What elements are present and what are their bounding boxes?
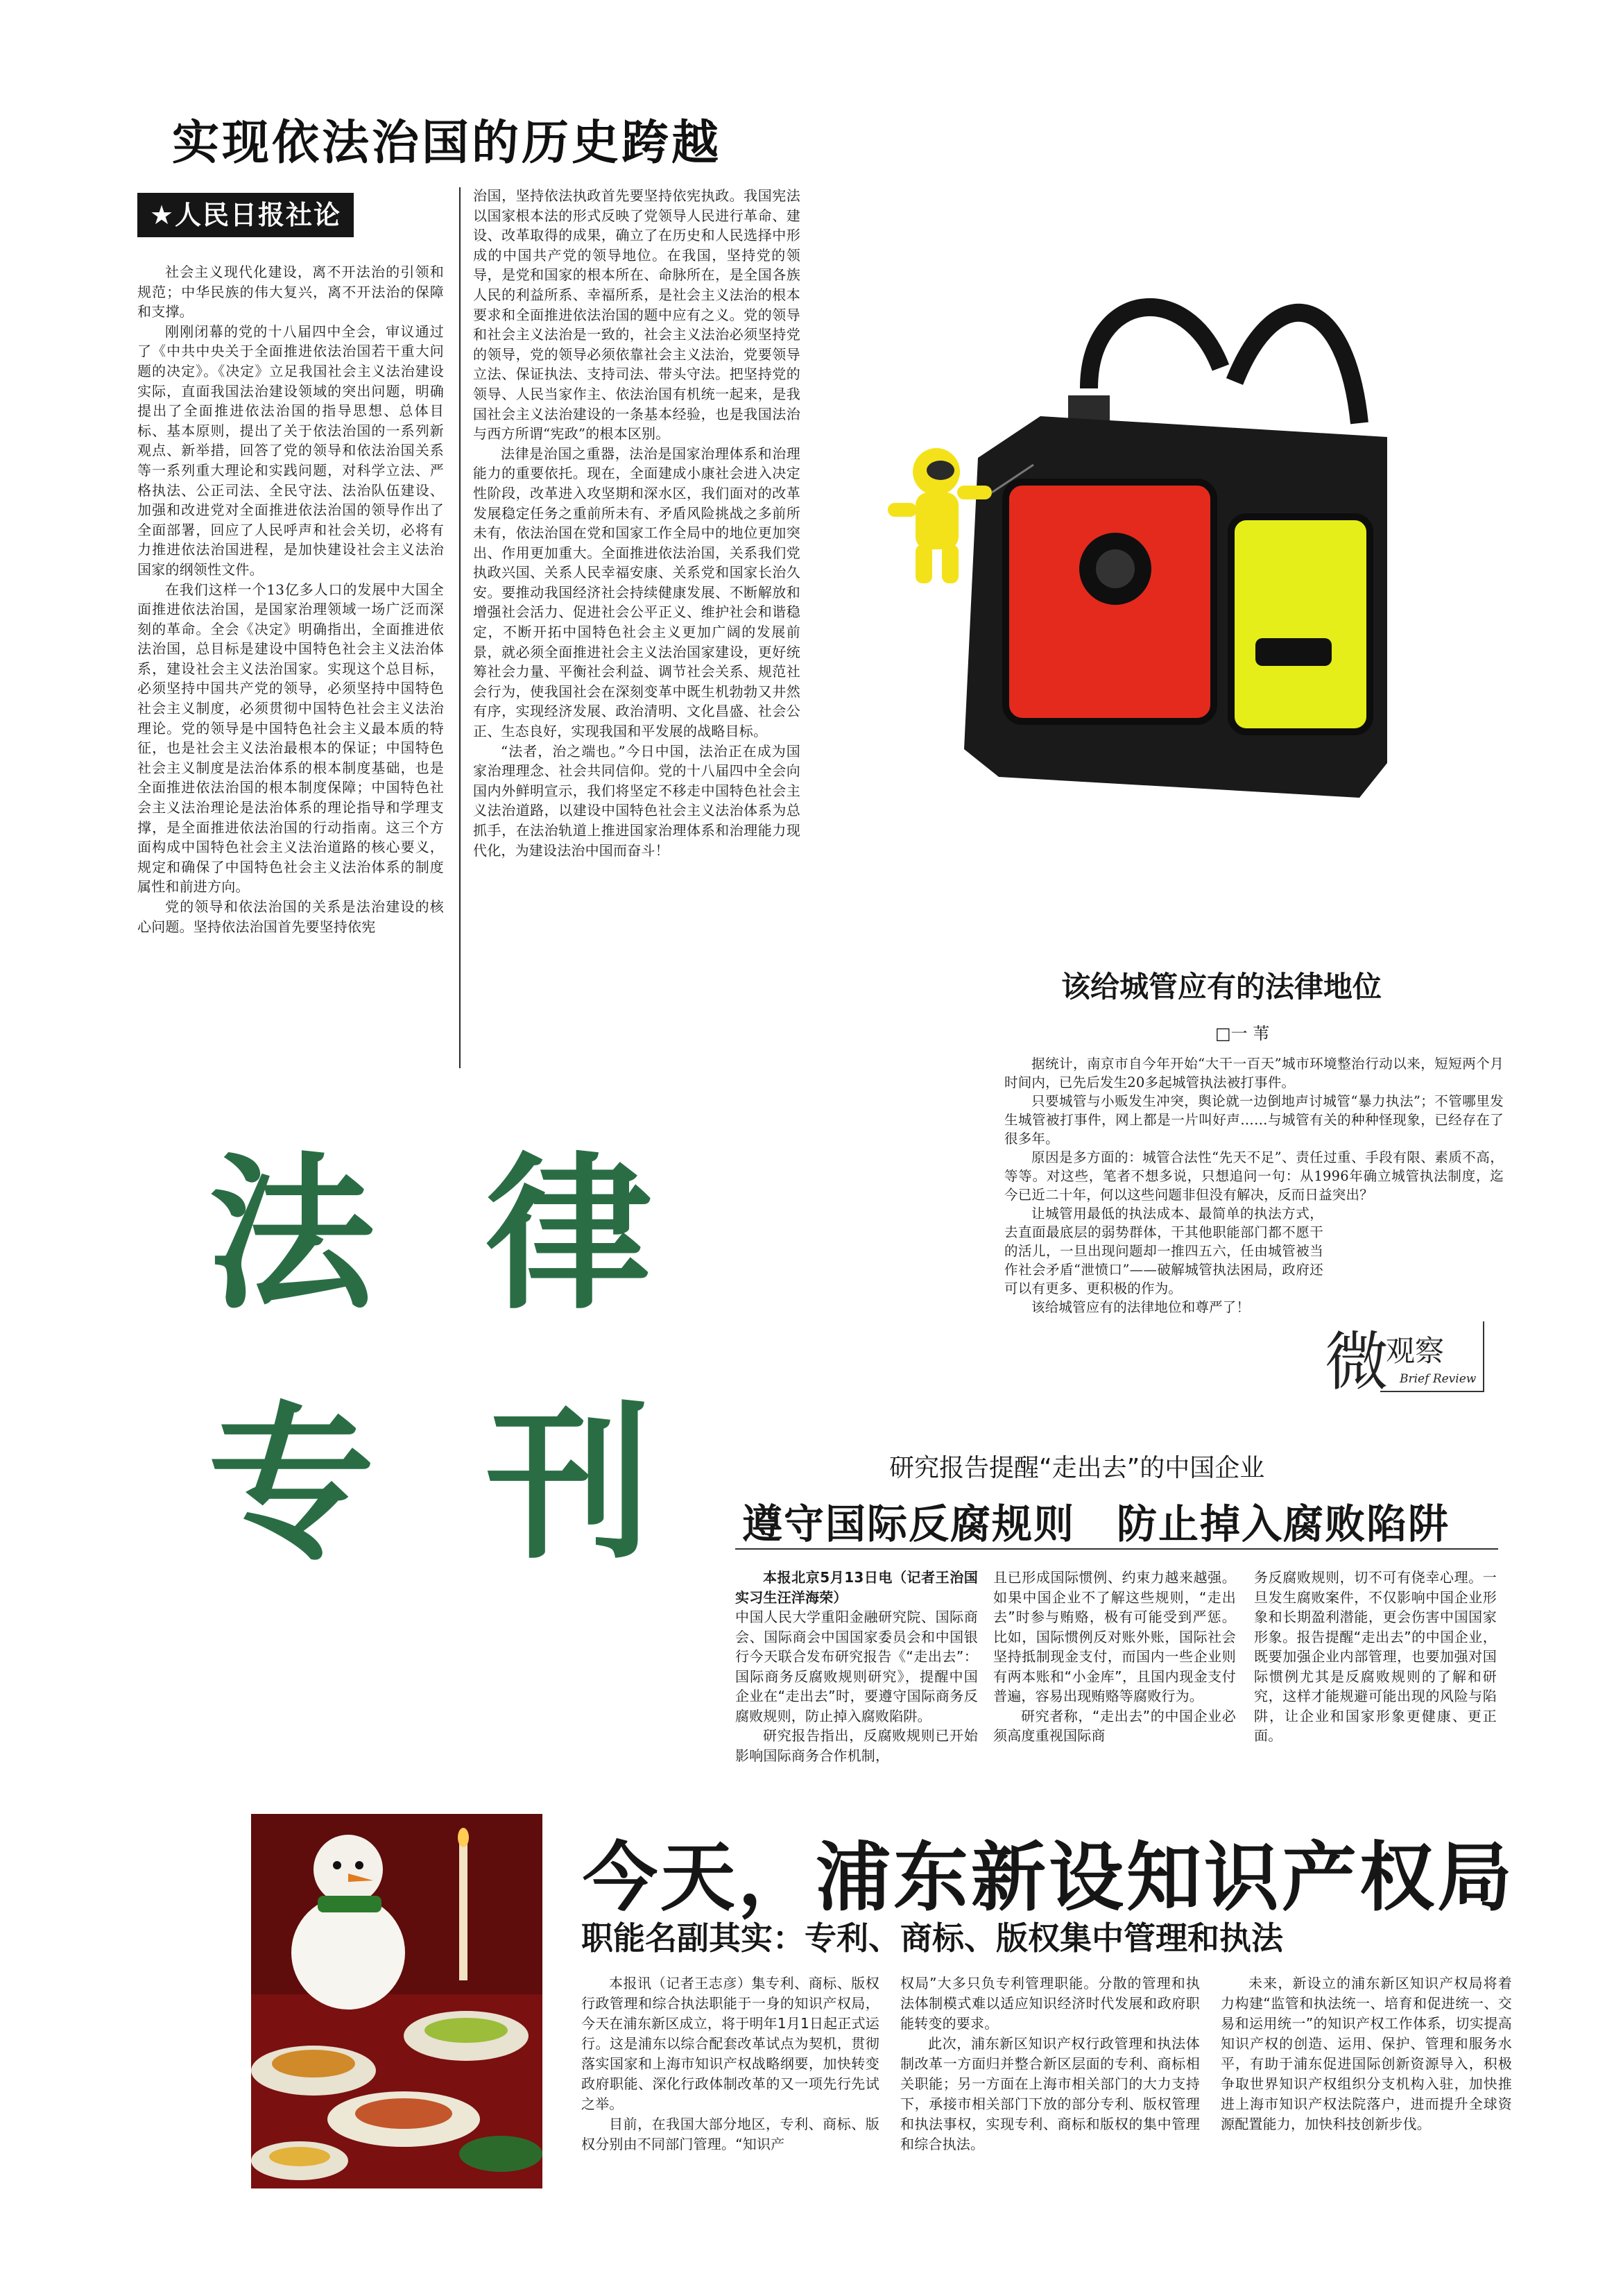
paragraph: 让城管用最低的执法成本、最简单的执法方式，去直面最底层的弱势群体，干其他职能部门都不愿干的活儿，一旦出现问题却一推四五六，任由城管被当作社会矛盾“泄愤口”——破解城管执法困局，政府还可以有更多、更积极的作为。 bbox=[1004, 1206, 1323, 1296]
article1-column-2 bbox=[473, 186, 800, 860]
paragraph: 研究报告指出，反腐败规则已开始影响国际商务合作机制， bbox=[735, 1727, 978, 1764]
snowman-food-photo bbox=[251, 1814, 542, 2188]
paragraph: “法者，治之端也。”今日中国，法治正在成为国家治理理念、社会共同信仰。党的十八届四中全会向国内外鲜明宣示，我们将坚定不移走中国特色社会主义法治道路，以建设中国特色社会主义法治体系为总抓手，在法治轨道上推进国家治理体系和治理能力现代化，为建设法治中国而奋斗！ bbox=[473, 742, 800, 859]
paragraph: 此次，浦东新区知识产权行政管理和执法体制改革一方面归并整合新区层面的专利、商标相关职能；另一方面在上海市相关部门的大力支持下，承接市相关部门下放的部分专利、版权管理和执法事权，实现专利、商标和版权的集中管理和综合执法。 bbox=[900, 2035, 1200, 2152]
column-logo-guancha: 观察 bbox=[1386, 1334, 1445, 1368]
section-char-kan: 刊 bbox=[486, 1387, 653, 1582]
paragraph: 原因是多方面的：城管合法性“先天不足”、责任过重、手段有限、素质不高，等等。对这些，笔者不想多说，只想追问一句：从1996年确立城管执法制度，迄今已近二十年，何以这些问题非但没有解决，反而日益突出？ bbox=[1004, 1149, 1504, 1203]
paragraph: 且已形成国际惯例、约束力越来越强。如果中国企业不了解这些规则，“走出去”时参与贿赂，极有可能受到严惩。比如，国际惯例反对账外账，国际社会坚持抵制现金支付，而国内一些企业则有两本账和“小金库”，且国内现金支付普遍，容易出现贿赂等腐败行为。 bbox=[993, 1569, 1236, 1704]
paragraph: 中国人民大学重阳金融研究院、国际商会、国际商会中国国家委员会和中国银行今天联合发布研究报告《“走出去”：国际商务反腐败规则研究》，提醒中国企业在“走出去”时，要遵守国际商务反腐败规则，防止掉入腐败陷阱。 bbox=[735, 1609, 978, 1724]
article1-column-1 bbox=[137, 262, 444, 936]
article3-column-3 bbox=[1254, 1568, 1497, 1746]
article3-lead: 本报北京5月13日电（记者王治国 实习生汪洋海荣） bbox=[735, 1569, 993, 1606]
paragraph: 研究者称，“走出去”的中国企业必须高度重视国际商 bbox=[993, 1707, 1236, 1744]
paragraph: 务反腐败规则，切不可有侥幸心理。一旦发生腐败案件，不仅影响中国企业形象和长期盈利潜能，更会伤害中国国家形象。报告提醒“走出去”的中国企业，既要加强企业内部管理，也要加强对国际惯例尤其是反腐败规则的了解和研究，这样才能规避可能出现的风险与陷阱，让企业和国家形象更健康、更正面。 bbox=[1254, 1569, 1497, 1744]
paragraph: 社会主义现代化建设，离不开法治的引领和规范；中华民族的伟大复兴，离不开法治的保障和支撑。 bbox=[137, 264, 444, 320]
paragraph: 党的领导和依法治国的关系是法治建设的核心问题。坚持依法治国首先要坚持依宪 bbox=[137, 898, 444, 935]
paragraph: 法律是治国之重器，法治是国家治理体系和治理能力的重要依托。现在，全面建成小康社会进入决定性阶段，改革进入攻坚期和深水区，我们面对的改革发展稳定任务之重前所未有、矛盾风险挑战之多前所未有，依法治国在党和国家工作全局中的地位更加突出、作用更加重大。全面推进依法治国，关系我们党执政兴国、关系人民幸福安康、关系党和国家长治久安。要推动我国经济社会持续健康发展、不断解放和增强社会活力、促进社会公平正义、维护社会和谐稳定，不断开拓中国特色社会主义更加广阔的发展前景，就必须全面推进社会主义法治国家建设，更好统筹社会力量、平衡社会利益、调节社会关系、规范社会行为，使我国社会在深刻变革中既生机勃勃又井然有序，实现经济发展、政治清明、文化昌盛、社会公正、生态良好，实现我国和平发展的战略目标。 bbox=[473, 445, 800, 740]
bag-illustration bbox=[860, 264, 1484, 860]
section-char-zhuan: 专 bbox=[208, 1387, 375, 1582]
article4-column-3 bbox=[1221, 1973, 1512, 2134]
article3-column-2 bbox=[993, 1568, 1236, 1746]
column-logo-en: Brief Review bbox=[1400, 1372, 1477, 1386]
snowman-illustration bbox=[251, 1814, 542, 2188]
paragraph: 未来，新设立的浦东新区知识产权局将着力构建“监管和执法统一、培育和促进统一、交易和运用统一”的知识产权工作体系，切实提高知识产权的创造、运用、保护、管理和服务水平，有助于浦东促进国际创新资源导入，积极争取世界知识产权组织分支机构入驻，加快推进上海市知识产权法院落户，进而提升全球资源配置能力，加快科技创新步伐。 bbox=[1221, 1975, 1512, 2132]
article4-title: 今天，浦东新设知识产权局 bbox=[583, 1835, 1515, 1921]
article1-title: 实现依法治国的历史跨越 bbox=[172, 115, 722, 171]
paragraph: 权局”大多只负专利管理职能。分散的管理和执法体制模式难以适应知识经济时代发展和政府职能转变的要求。 bbox=[900, 1975, 1200, 2032]
bag-photo bbox=[860, 264, 1484, 860]
paragraph: 治国，坚持依法执政首先要坚持依宪执政。我国宪法以国家根本法的形式反映了党领导人民进行革命、建设、改革取得的成果，确立了在历史和人民选择中形成的中国共产党的领导地位。在我国，坚持党的领导，是党和国家的根本所在、命脉所在，是全国各族人民的利益所系、幸福所系，是社会主义法治的根本要求和全面推进依法治国的题中应有之义。党的领导和社会主义法治是一致的，社会主义法治必须坚持党的领导，党的领导必须依靠社会主义法治，党要领导立法、保证执法、支持司法、带头守法。把坚持党的领导、人民当家作主、依法治国有机统一起来，是我国社会主义法治建设的一条基本经验，也是我国法治与西方所谓“宪政”的根本区别。 bbox=[473, 187, 800, 443]
article3-kicker: 研究报告提醒“走出去”的中国企业 bbox=[889, 1454, 1265, 1482]
paragraph: 目前，在我国大部分地区，专利、商标、版权分别由不同部门管理。“知识产 bbox=[581, 2116, 879, 2152]
article4-column-2 bbox=[900, 1973, 1200, 2154]
article2-title: 该给城管应有的法律地位 bbox=[1061, 970, 1382, 1004]
title-rule bbox=[735, 1548, 1498, 1550]
source-badge: ★人民日报社论 bbox=[137, 193, 354, 237]
paragraph: 本报讯（记者王志彦）集专利、商标、版权行政管理和综合执法职能于一身的知识产权局，今天在浦东新区成立，将于明年1月1日起正式运行。这是浦东以综合配套改革试点为契机，贯彻落实国家和上海市知识产权战略纲要，加快转变政府职能、深化行政体制改革的又一项先行先试之举。 bbox=[581, 1975, 879, 2112]
column-logo-wei: 微 bbox=[1325, 1325, 1389, 1399]
paragraph: 只要城管与小贩发生冲突，舆论就一边倒地声讨城管“暴力执法”；不管哪里发生城管被打事件，网上都是一片叫好声……与城管有关的种种怪现象，已经存在了很多年。 bbox=[1004, 1093, 1504, 1147]
article4-column-1 bbox=[581, 1973, 879, 2154]
article3-column-1 bbox=[735, 1568, 993, 1765]
article2-byline: □一 苇 bbox=[1215, 1024, 1270, 1043]
article3-title: 遵守国际反腐规则 防止掉入腐败陷阱 bbox=[742, 1500, 1450, 1548]
section-char-fa: 法 bbox=[208, 1138, 375, 1332]
paragraph: 该给城管应有的法律地位和尊严了！ bbox=[1031, 1299, 1251, 1315]
column-divider bbox=[459, 187, 461, 1068]
column-logo-frame bbox=[1380, 1321, 1484, 1392]
article4-subtitle: 职能名副其实：专利、商标、版权集中管理和执法 bbox=[581, 1919, 1283, 1957]
paragraph: 据统计，南京市自今年开始“大干一百天”城市环境整治行动以来，短短两个月时间内，已先后发生20多起城管执法被打事件。 bbox=[1004, 1056, 1504, 1090]
article2-body bbox=[1004, 1054, 1504, 1317]
paragraph: 在我们这样一个13亿多人口的发展中大国全面推进依法治国，是国家治理领域一场广泛而深刻的革命。全会《决定》明确指出，全面推进依法治国，总目标是建设中国特色社会主义法治体系，建设社会主义法治国家。实现这个总目标，必须坚持中国共产党的领导，必须坚持中国特色社会主义制度，必须贯彻中国特色社会主义法治理论。党的领导是中国特色社会主义最本质的特征，也是社会主义法治最根本的保证；中国特色社会主义制度是法治体系的根本制度基础，也是全面推进依法治国的根本制度保障；中国特色社会主义法治理论是法治体系的理论指导和学理支撑，是全面推进依法治国的行动指南。这三个方面构成中国特色社会主义法治道路的核心要义，规定和确保了中国特色社会主义法治体系的制度属性和前进方向。 bbox=[137, 581, 444, 896]
paragraph: 刚刚闭幕的党的十八届四中全会，审议通过了《中共中央关于全面推进依法治国若干重大问题的决定》。《决定》立足我国社会主义法治建设实际，直面我国法治建设领域的突出问题，明确提出了全面推进依法治国的指导思想、总体目标、基本原则，提出了关于依法治国的一系列新观点、新举措，回答了党的领导和依法治国关系等一系列重大理论和实践问题，对科学立法、严格执法、公正司法、全民守法、法治队伍建设、加强和改进党对全面推进依法治国的领导作出了全面部署，回应了人民呼声和社会关切，必将有力推进依法治国进程，是加快建设社会主义法治国家的纲领性文件。 bbox=[137, 323, 444, 578]
section-char-lu: 律 bbox=[486, 1138, 653, 1332]
